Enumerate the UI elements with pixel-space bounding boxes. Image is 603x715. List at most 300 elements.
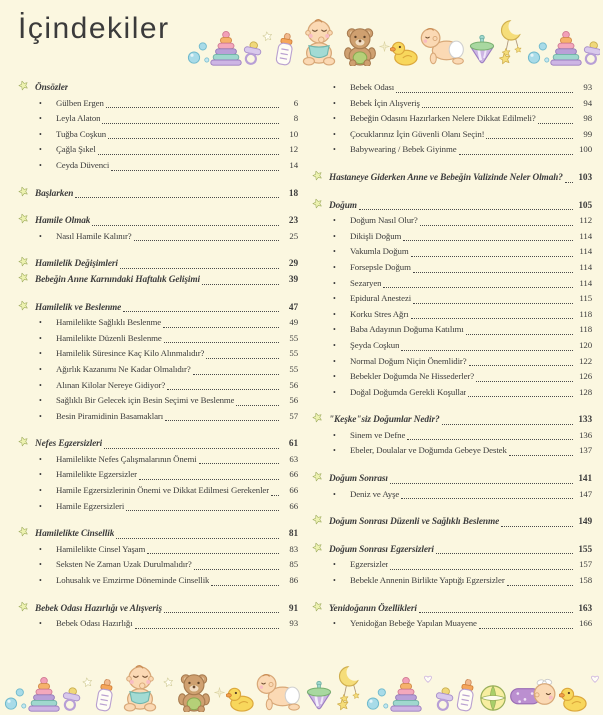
dot-leader <box>199 463 279 464</box>
dot-leader <box>469 365 573 366</box>
toc-section-row <box>18 300 298 316</box>
toc-page-number: 39 <box>288 274 298 285</box>
toc-entry-label: Şeyda Coşkun <box>350 339 400 350</box>
toc-page-number: 91 <box>288 603 298 614</box>
dot-leader <box>271 495 279 496</box>
toc-group <box>18 80 298 174</box>
toc-entry-label: Egzersizler <box>350 559 389 570</box>
dot-leader <box>501 526 573 527</box>
toc-item-row <box>312 428 592 444</box>
toc-entry-label: Bebeğin Anne Karnındaki Haftalık Gelişimi <box>35 274 200 285</box>
bullet-dot: • <box>333 446 336 456</box>
bullet-dot: • <box>333 325 336 335</box>
toc-entry-label: Forsepsle Doğum <box>350 261 411 272</box>
star-bullet-icon <box>312 471 329 488</box>
toc-group <box>312 198 592 401</box>
toc-section-row <box>18 186 298 202</box>
toc-item-row <box>18 393 298 409</box>
toc-item-row <box>18 616 298 632</box>
toc-entry-label: Dikişli Doğum <box>350 230 402 241</box>
dot-leader <box>486 138 573 139</box>
star-bullet-icon <box>18 256 35 273</box>
dot-leader <box>459 154 573 155</box>
toc-item-row <box>312 322 592 338</box>
bullet-dot: • <box>39 349 42 359</box>
toc-page-number: 56 <box>289 379 298 390</box>
bubbles-icon <box>526 38 550 66</box>
toc-entry-label: Sinem ve Defne <box>350 429 406 440</box>
bubbles-icon <box>365 684 389 712</box>
dot-leader <box>104 448 279 449</box>
star-small-icon <box>82 677 93 688</box>
toc-entry-label: Epidural Anestezi <box>350 293 412 304</box>
toc-entry-label: Bebek Odası Hazırlığı ve Alışveriş <box>35 603 162 614</box>
toc-page-number: 114 <box>579 230 592 241</box>
pacifier-icon <box>58 685 83 712</box>
toc-entry-label: Sağlıklı Bir Gelecek için Besin Seçimi ve Beslenme <box>56 395 235 406</box>
toc-group <box>18 256 298 287</box>
bullet-dot: • <box>39 160 42 170</box>
toc-group <box>312 80 592 158</box>
star-bullet-icon <box>18 80 35 97</box>
dot-leader <box>164 342 279 343</box>
heart-small-icon <box>423 674 433 684</box>
toc-page-number: 94 <box>583 97 592 108</box>
bullet-dot: • <box>39 560 42 570</box>
toc-page-number: 12 <box>289 144 298 155</box>
toc-item-row <box>18 229 298 245</box>
bullet-dot: • <box>39 364 42 374</box>
toc-item-row <box>312 142 592 158</box>
toc-page-number: 98 <box>583 113 592 124</box>
bottom-decor-border <box>3 646 600 712</box>
dot-leader <box>468 396 573 397</box>
toc-entry-label: Tuğba Coşkun <box>56 128 107 139</box>
toc-page-number: 63 <box>289 453 298 464</box>
toc-page-number: 86 <box>289 575 298 586</box>
toc-entry-label: Başlarken <box>35 188 74 199</box>
toc-group <box>312 412 592 459</box>
dot-leader <box>135 628 279 629</box>
bullet-dot: • <box>39 396 42 406</box>
star-bullet-icon <box>312 514 329 531</box>
toc-group <box>18 213 298 244</box>
bullet-dot: • <box>333 619 336 629</box>
toc-page-number: 55 <box>289 348 298 359</box>
toc-item-row <box>312 573 592 589</box>
toc-page-number: 66 <box>289 485 298 496</box>
toc-entry-label: Hamilelikte Sağlıklı Beslenme <box>56 317 162 328</box>
toc-entry-label: Nasıl Hamile Kalınır? <box>56 230 132 241</box>
teddy-bear-icon <box>175 672 213 712</box>
toc-item-row <box>312 80 592 96</box>
bullet-dot: • <box>333 247 336 257</box>
bullet-dot: • <box>333 145 336 155</box>
dot-leader <box>436 553 573 554</box>
dot-leader <box>419 612 573 613</box>
bubbles-icon <box>3 684 27 712</box>
toc-group <box>312 514 592 530</box>
toc-entry-label: Alınan Kilolar Nereye Gidiyor? <box>56 379 166 390</box>
dot-leader <box>466 334 573 335</box>
star-bullet-icon <box>312 198 329 215</box>
stacking-rings-icon <box>390 676 422 712</box>
toc-page-number: 14 <box>289 159 298 170</box>
bullet-dot: • <box>39 231 42 241</box>
bullet-dot: • <box>333 129 336 139</box>
dot-leader <box>422 107 573 108</box>
toc-entry-label: Doğum Sonrası Düzenli ve Sağlıklı Beslenme <box>329 517 500 528</box>
star-bullet-icon <box>312 601 329 618</box>
teddy-bear-icon <box>341 26 379 66</box>
bullet-dot: • <box>333 278 336 288</box>
bullet-dot: • <box>333 216 336 226</box>
toc-entry-label: Hamilelik Süresince Kaç Kilo Alınmalıdır? <box>56 348 205 359</box>
dot-leader <box>206 358 279 359</box>
dot-leader <box>164 612 279 613</box>
toc-page-number: 55 <box>289 332 298 343</box>
toc-entry-label: Baba Adayının Doğuma Katılımı <box>350 324 464 335</box>
dot-leader <box>413 272 573 273</box>
toc-page-number: 114 <box>579 261 592 272</box>
toc-item-row <box>312 616 592 632</box>
toc-group <box>18 601 298 632</box>
toc-section-row <box>18 436 298 452</box>
dot-leader <box>359 209 573 210</box>
bullet-dot: • <box>39 501 42 511</box>
toc-page-number: 8 <box>293 113 298 124</box>
toc-entry-label: Korku Stres Ağrı <box>350 308 409 319</box>
moon-mobile-icon <box>336 660 364 712</box>
toc-page-number: 10 <box>289 128 298 139</box>
toc-page-number: 29 <box>288 259 298 270</box>
toc-item-row <box>312 307 592 323</box>
bullet-dot: • <box>39 619 42 629</box>
baby-bottle-icon <box>452 677 481 712</box>
moon-mobile-icon <box>498 14 526 66</box>
dot-leader <box>476 381 573 382</box>
toc-page-number: 114 <box>579 246 592 257</box>
top-decor-border <box>186 4 600 66</box>
toc-section-row <box>18 272 298 288</box>
dot-leader <box>390 569 573 570</box>
dot-leader <box>139 479 279 480</box>
bullet-dot: • <box>39 318 42 328</box>
dot-leader <box>108 138 279 139</box>
dot-leader <box>407 439 573 440</box>
toc-page-number: 23 <box>288 216 298 227</box>
stacking-rings-icon <box>28 676 60 712</box>
toc-column-left <box>18 80 298 645</box>
toc-entry-label: Hamilelikte Cinsel Yaşam <box>56 543 146 554</box>
toc-entry-label: Babywearing / Bebek Giyinme <box>350 144 457 155</box>
toc-item-row <box>312 557 592 573</box>
dot-leader <box>120 268 279 269</box>
toc-entry-label: Bebek Odası Hazırlığı <box>56 618 133 629</box>
toc-item-row <box>312 111 592 127</box>
toc-section-row <box>312 471 592 487</box>
crawling-baby-icon <box>420 26 466 66</box>
toc-page-number: 114 <box>579 277 592 288</box>
dot-leader <box>383 287 573 288</box>
star-bullet-icon <box>312 412 329 429</box>
dot-leader <box>194 569 279 570</box>
toc-item-row <box>18 362 298 378</box>
toc-page-number: 25 <box>289 230 298 241</box>
bullet-dot: • <box>333 387 336 397</box>
baby-bottle-icon <box>270 31 299 66</box>
star-bullet-icon <box>18 213 35 230</box>
toc-section-row <box>312 412 592 428</box>
dot-leader <box>75 197 279 198</box>
toc-entry-label: Hamilelikte Egzersizler <box>56 469 137 480</box>
toc-item-row <box>18 378 298 394</box>
star-bullet-icon <box>312 170 329 187</box>
crawling-baby-icon <box>256 672 302 712</box>
toc-page-number: 83 <box>289 543 298 554</box>
dot-leader <box>411 318 573 319</box>
toc-entry-label: Hamile Egzersizlerinin Önemi ve Dikkat Edilmesi Gerekenler <box>56 485 270 496</box>
toc-page-number: 100 <box>579 144 592 155</box>
pacifier-icon <box>431 685 456 712</box>
toc-entry-label: Vakumla Doğum <box>350 246 409 257</box>
toc-item-row <box>18 127 298 143</box>
bullet-dot: • <box>39 114 42 124</box>
toc-page-number: 49 <box>289 317 298 328</box>
toc-item-row <box>312 385 592 401</box>
star-bullet-icon <box>18 186 35 203</box>
toc-entry-label: Doğal Doğumda Gerekli Koşullar <box>350 386 467 397</box>
toc-entry-label: Seksten Ne Zaman Uzak Durulmalıdır? <box>56 559 192 570</box>
toc-entry-label: Ağırlık Kazanımı Ne Kadar Olmalıdır? <box>56 363 191 374</box>
toc-page-number: 93 <box>583 82 592 92</box>
bullet-dot: • <box>333 114 336 124</box>
toc-page-number: 118 <box>579 324 592 335</box>
toc-item-row <box>18 346 298 362</box>
toc-item-row <box>18 111 298 127</box>
dot-leader <box>401 350 573 351</box>
toc-group <box>18 300 298 425</box>
toc-entry-label: Hamile Olmak <box>35 216 91 227</box>
toc-page-number: 120 <box>579 339 592 350</box>
toc-page-number: 158 <box>579 575 592 586</box>
toc-item-row <box>18 409 298 425</box>
toc-item-row <box>312 276 592 292</box>
bullet-dot: • <box>333 430 336 440</box>
toc-section-row <box>18 256 298 272</box>
bullet-dot: • <box>333 340 336 350</box>
bullet-dot: • <box>39 470 42 480</box>
toc-item-row <box>18 499 298 515</box>
toc-entry-label: Önsözler <box>35 83 69 93</box>
pacifier-icon <box>240 39 265 66</box>
spinning-top-icon <box>466 34 498 66</box>
toc-entry-label: Lohusalık ve Emzirme Döneminde Cinsellik <box>56 575 210 586</box>
dot-leader <box>106 107 279 108</box>
toc-page-number: 61 <box>288 439 298 450</box>
toc-entry-label: Gülben Ergen <box>56 97 104 108</box>
sparkle-icon <box>379 41 390 52</box>
dot-leader <box>102 123 279 124</box>
toc-entry-label: Bebekler Doğumda Ne Hissederler? <box>350 371 475 382</box>
star-bullet-icon <box>18 436 35 453</box>
toc-page-number: 55 <box>289 363 298 374</box>
bullet-dot: • <box>39 129 42 139</box>
toc-entry-label: Doğum <box>329 200 357 211</box>
toc-section-row <box>18 601 298 617</box>
bullet-dot: • <box>39 145 42 155</box>
toc-entry-label: Çocuklarınız İçin Güvenli Olanı Seçin! <box>350 128 485 139</box>
toc-page-number: 137 <box>579 445 592 456</box>
dot-leader <box>98 154 279 155</box>
toc-item-row <box>312 213 592 229</box>
bullet-dot: • <box>39 333 42 343</box>
dot-leader <box>509 455 573 456</box>
toc-entry-label: Yenidoğanın Özellikleri <box>329 603 417 614</box>
toc-section-row <box>312 170 592 186</box>
dot-leader <box>411 256 573 257</box>
toc-entry-label: Hastaneye Giderken Anne ve Bebeğin Valizinde Neler Olmalı? <box>329 172 563 183</box>
toc-item-row <box>18 557 298 573</box>
bullet-dot: • <box>39 98 42 108</box>
bullet-dot: • <box>333 576 336 586</box>
toc-page-number: 115 <box>579 293 592 304</box>
dot-leader <box>111 170 279 171</box>
toc-item-row <box>312 369 592 385</box>
dot-leader <box>202 284 279 285</box>
page-title: İçindekiler <box>18 12 170 45</box>
dot-leader <box>507 585 573 586</box>
toc-page-number: 81 <box>288 529 298 540</box>
toc-section-row <box>312 542 592 558</box>
toc-item-row <box>312 244 592 260</box>
toc-column-right <box>312 80 592 645</box>
star-small-icon <box>262 31 273 42</box>
toc-item-row <box>312 354 592 370</box>
toc-entry-label: Normal Doğum Niçin Önemlidir? <box>350 355 467 366</box>
bullet-dot: • <box>39 486 42 496</box>
toc-section-row <box>312 601 592 617</box>
dot-leader <box>538 123 573 124</box>
toc-item-row <box>18 467 298 483</box>
dot-leader <box>123 311 279 312</box>
stacking-rings-icon <box>210 30 242 66</box>
toc-section-row <box>312 514 592 530</box>
toc-entry-label: Ceyda Düvenci <box>56 159 110 170</box>
toc-group <box>18 436 298 514</box>
toc-item-row <box>18 573 298 589</box>
toc-section-row <box>18 213 298 229</box>
bullet-dot: • <box>333 294 336 304</box>
toc-entry-label: Hamilelikte Cinsellik <box>35 529 115 540</box>
heart-small-icon <box>590 674 600 684</box>
pacifier-icon <box>580 39 600 66</box>
dot-leader <box>413 303 573 304</box>
star-bullet-icon <box>18 272 35 289</box>
toc-page-number: 57 <box>289 410 298 421</box>
toc-page-number: 93 <box>289 618 298 629</box>
toc-page-number: 128 <box>579 386 592 397</box>
toc-entry-label: Bebek Odası <box>350 82 395 92</box>
toc-item-row <box>312 229 592 245</box>
toc-entry-label: Hamilelik ve Beslenme <box>35 302 122 313</box>
dot-leader <box>211 585 279 586</box>
toc-item-row <box>18 96 298 112</box>
rubber-duck-icon <box>559 686 589 712</box>
toc-entry-label: Bebeğin Odasını Hazırlarken Nelere Dikkat Edilmeli? <box>350 113 536 124</box>
toc-entry-label: Ebeler, Doulalar ve Doğumda Gebeye Destek <box>350 445 507 456</box>
toc-entry-label: Sezaryen <box>350 277 382 288</box>
star-bullet-icon <box>18 601 35 618</box>
bullet-dot: • <box>39 576 42 586</box>
bullet-dot: • <box>39 544 42 554</box>
toc-page-number: 157 <box>579 559 592 570</box>
toc-item-row <box>312 443 592 459</box>
toc-item-row <box>312 96 592 112</box>
toc-entry-label: Hamilelikte Düzenli Beslenme <box>56 332 162 343</box>
toc-page-number: 163 <box>578 603 592 614</box>
toc-section-row <box>312 198 592 214</box>
toc-section-row <box>18 80 298 96</box>
toc-item-row <box>18 331 298 347</box>
toc-page-number: 66 <box>289 500 298 511</box>
dot-leader <box>236 405 279 406</box>
dot-leader <box>167 389 279 390</box>
toc-entry-label: Hamilelik Değişimleri <box>35 259 118 270</box>
toc-group <box>18 186 298 202</box>
dot-leader <box>396 92 573 93</box>
bullet-dot: • <box>333 262 336 272</box>
toc-page-number: 141 <box>578 474 592 485</box>
bullet-dot: • <box>333 83 336 92</box>
spinning-top-icon <box>303 680 335 712</box>
toc-page-number: 47 <box>288 302 298 313</box>
sparkle-icon <box>214 687 225 698</box>
dot-leader <box>420 225 573 226</box>
sitting-baby-icon <box>118 664 162 712</box>
toc-item-row <box>18 483 298 499</box>
toc-page-number: 136 <box>579 429 592 440</box>
toc-entry-label: Bebekle Annenin Birlikte Yaptığı Egzersizler <box>350 575 505 586</box>
bullet-dot: • <box>333 356 336 366</box>
dot-leader <box>479 628 573 629</box>
dot-leader <box>390 483 573 484</box>
bubbles-icon <box>186 38 210 66</box>
toc-page-number: 85 <box>289 559 298 570</box>
dot-leader <box>165 420 279 421</box>
dot-leader <box>147 553 279 554</box>
toc-page-number: 166 <box>579 618 592 629</box>
toc-page-number: 155 <box>578 544 592 555</box>
toc-entry-label: Çağla Şıkel <box>56 144 96 155</box>
bullet-dot: • <box>333 372 336 382</box>
dot-leader <box>403 240 573 241</box>
toc-entry-label: Hamilelikte Nefes Çalışmalarının Önemi <box>56 453 197 464</box>
rubber-duck-icon <box>226 686 256 712</box>
toc-entry-label: Leyla Alaton <box>56 113 101 124</box>
star-bullet-icon <box>18 300 35 317</box>
sitting-baby-icon <box>297 18 341 66</box>
toc-entry-label: Nefes Egzersizleri <box>35 439 103 450</box>
toc-item-row <box>18 315 298 331</box>
toc-item-row <box>312 127 592 143</box>
baby-bottle-icon <box>91 677 120 712</box>
toc-item-row <box>18 142 298 158</box>
sleeping-baby-icon <box>508 676 558 712</box>
star-bullet-icon <box>18 526 35 543</box>
toc-page-number: 122 <box>579 355 592 366</box>
toc-group <box>312 471 592 502</box>
